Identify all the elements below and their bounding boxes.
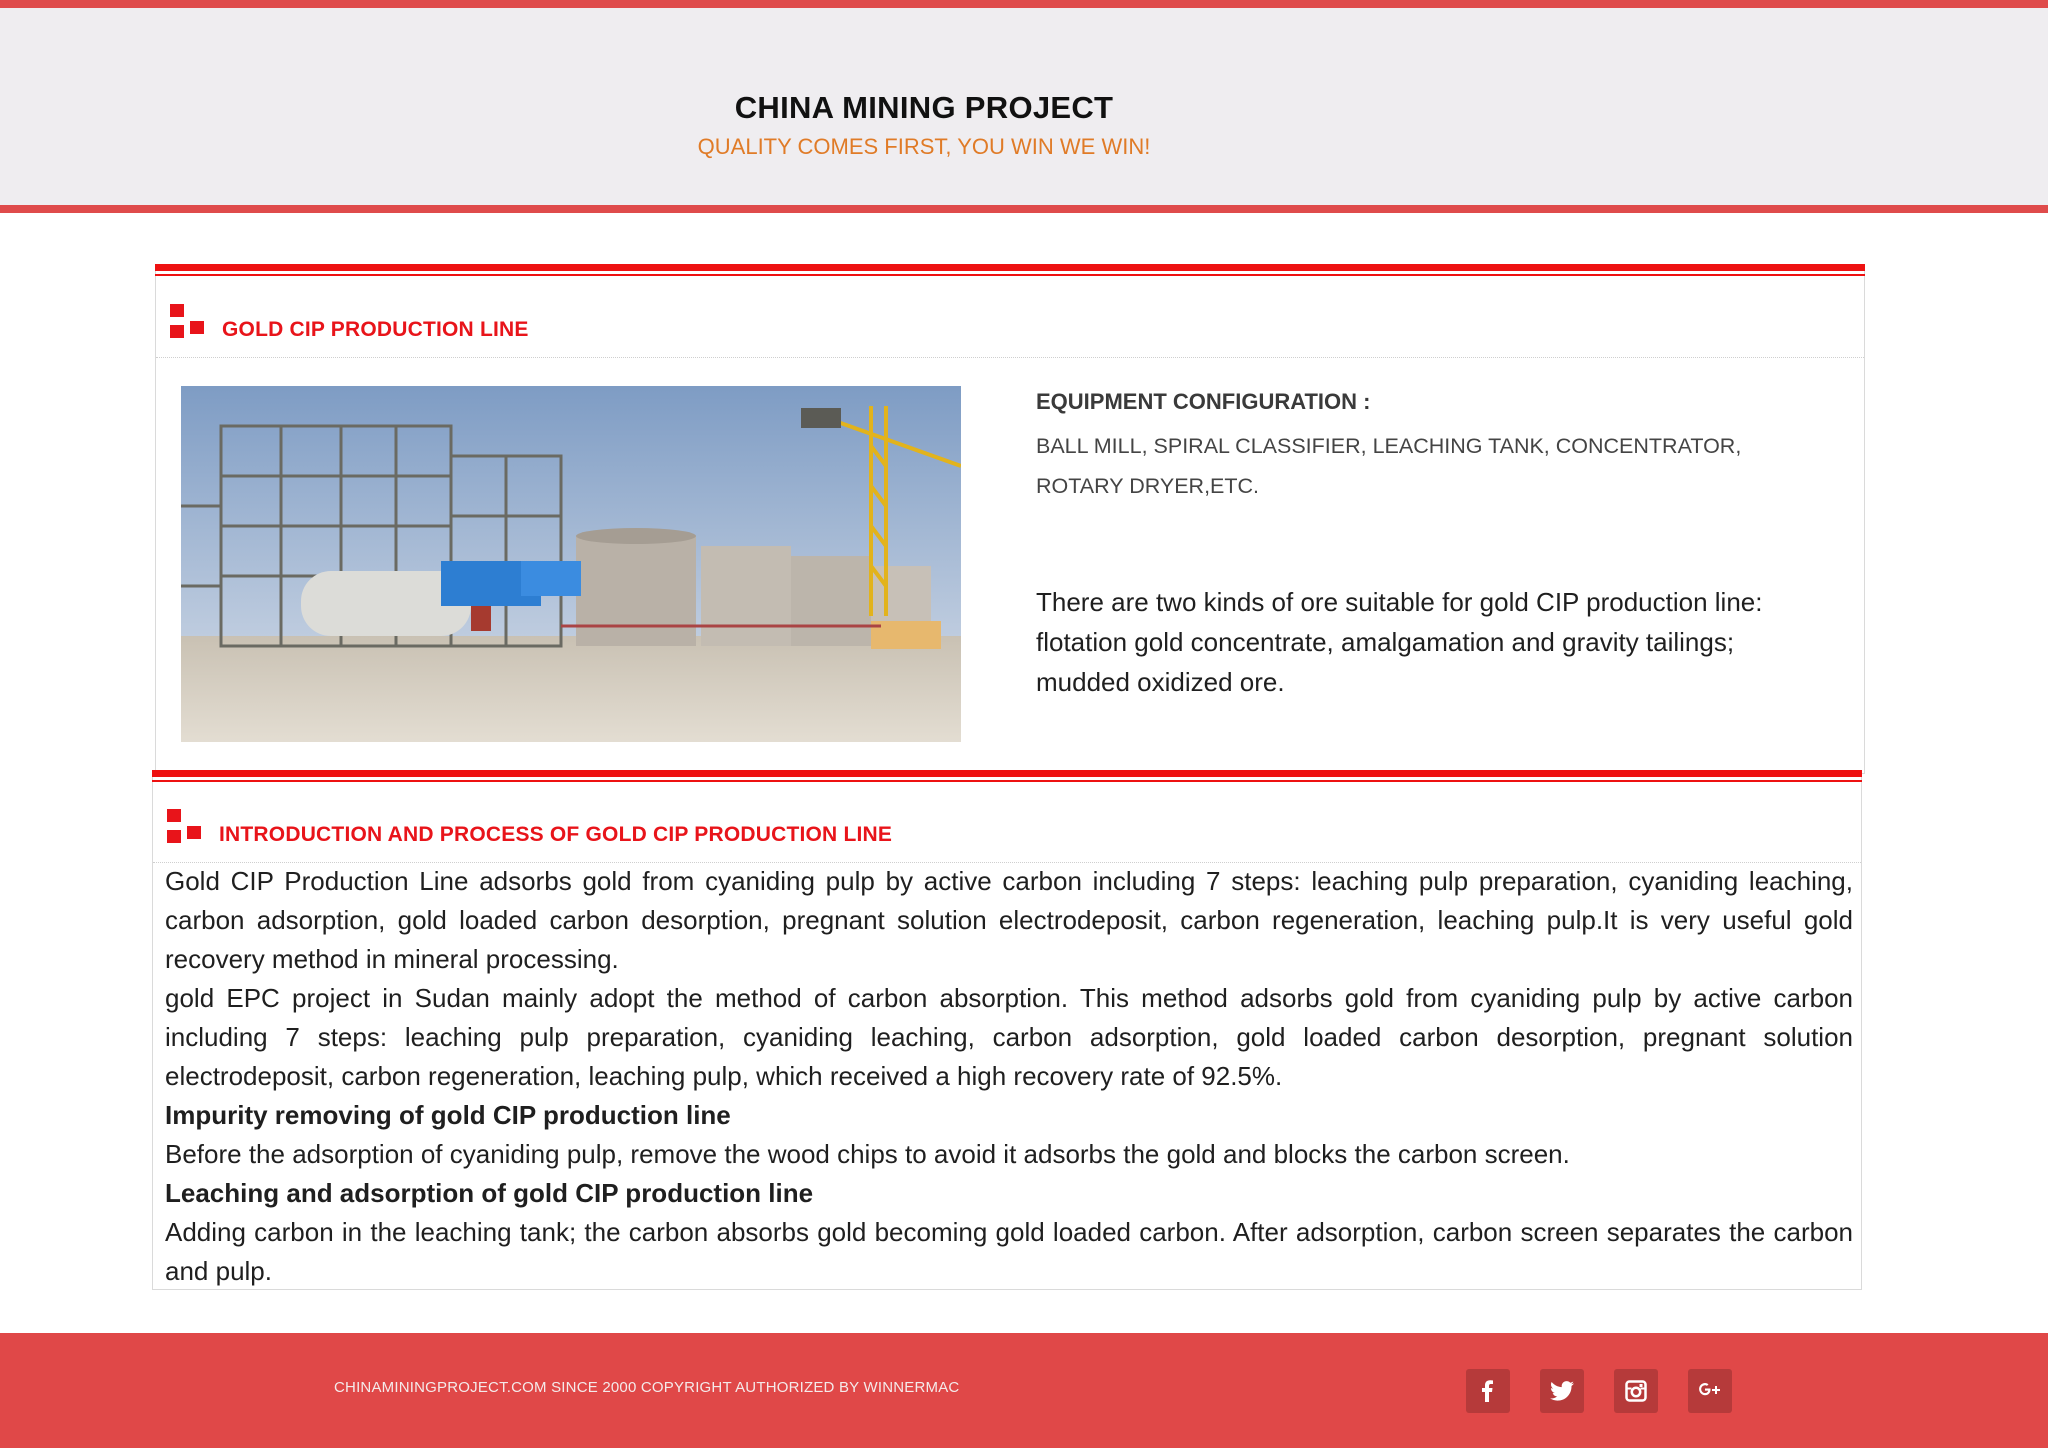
- squares-icon: [170, 304, 210, 344]
- site-title: CHINA MINING PROJECT: [734, 90, 1114, 125]
- gold-cip-section: [155, 264, 1865, 774]
- twitter-icon[interactable]: [1540, 1369, 1584, 1413]
- paragraph: Before the adsorption of cyaniding pulp, remove the wood chips to avoid it adsorbs the gold and blocks the carbon screen.: [165, 1139, 1570, 1169]
- page-footer: [0, 1333, 2048, 1448]
- instagram-icon[interactable]: [1614, 1369, 1658, 1413]
- section-header: [153, 782, 1861, 863]
- paragraph: gold EPC project in Sudan mainly adopt the method of carbon absorption. This method adsorbs gold from cyaniding pulp by active carbon including 7 steps: leaching pulp preparation, cyaniding leaching, carbon adsorption, gold loaded carbon desorption, pregnant solution electrodeposit, carbon regeneration, leaching pulp, which received a high recovery rate of 92.5%.: [165, 983, 1853, 1091]
- section-header: [156, 276, 1864, 358]
- section-title: GOLD CIP PRODUCTION LINE: [222, 318, 529, 341]
- equipment-label: EQUIPMENT CONFIGURATION :: [1036, 389, 1371, 414]
- section-rule: [152, 770, 1862, 777]
- copyright-text: CHINAMININGPROJECT.COM SINCE 2000 COPYRIGHT AUTHORIZED BY WINNERMAC: [334, 1379, 960, 1396]
- page-header: [0, 0, 2048, 213]
- equipment-text: BALL MILL, SPIRAL CLASSIFIER, LEACHING TANK, CONCENTRATOR, ROTARY DRYER,ETC.: [1036, 434, 1742, 498]
- squares-icon: [167, 809, 207, 849]
- facebook-icon[interactable]: [1466, 1369, 1510, 1413]
- section-rule: [155, 264, 1865, 271]
- plant-photo: [181, 386, 961, 742]
- ore-description: There are two kinds of ore suitable for gold CIP production line: flotation gold concentrate, amalgamation and gravity tailings; mudded oxidized ore.: [1036, 587, 1763, 697]
- subheading: Impurity removing of gold CIP production line: [165, 1100, 731, 1130]
- paragraph: Gold CIP Production Line adsorbs gold from cyaniding pulp by active carbon including 7 steps: leaching pulp preparation, cyaniding leaching, carbon adsorption, gold loaded carbon desorption, pregnant solution electrodeposit, carbon regeneration, leaching pulp.It is very useful gold recovery method in mineral processing.: [165, 866, 1853, 974]
- introduction-body: [165, 862, 1853, 1291]
- google-plus-icon[interactable]: [1688, 1369, 1732, 1413]
- subheading: Leaching and adsorption of gold CIP production line: [165, 1178, 814, 1208]
- site-tagline: QUALITY COMES FIRST, YOU WIN WE WIN!: [697, 134, 1151, 159]
- section-title: INTRODUCTION AND PROCESS OF GOLD CIP PRODUCTION LINE: [219, 823, 893, 846]
- paragraph: Adding carbon in the leaching tank; the carbon absorbs gold becoming gold loaded carbon. After adsorption, carbon screen separates the carbon and pulp.: [165, 1217, 1853, 1286]
- introduction-section: [152, 770, 1862, 1290]
